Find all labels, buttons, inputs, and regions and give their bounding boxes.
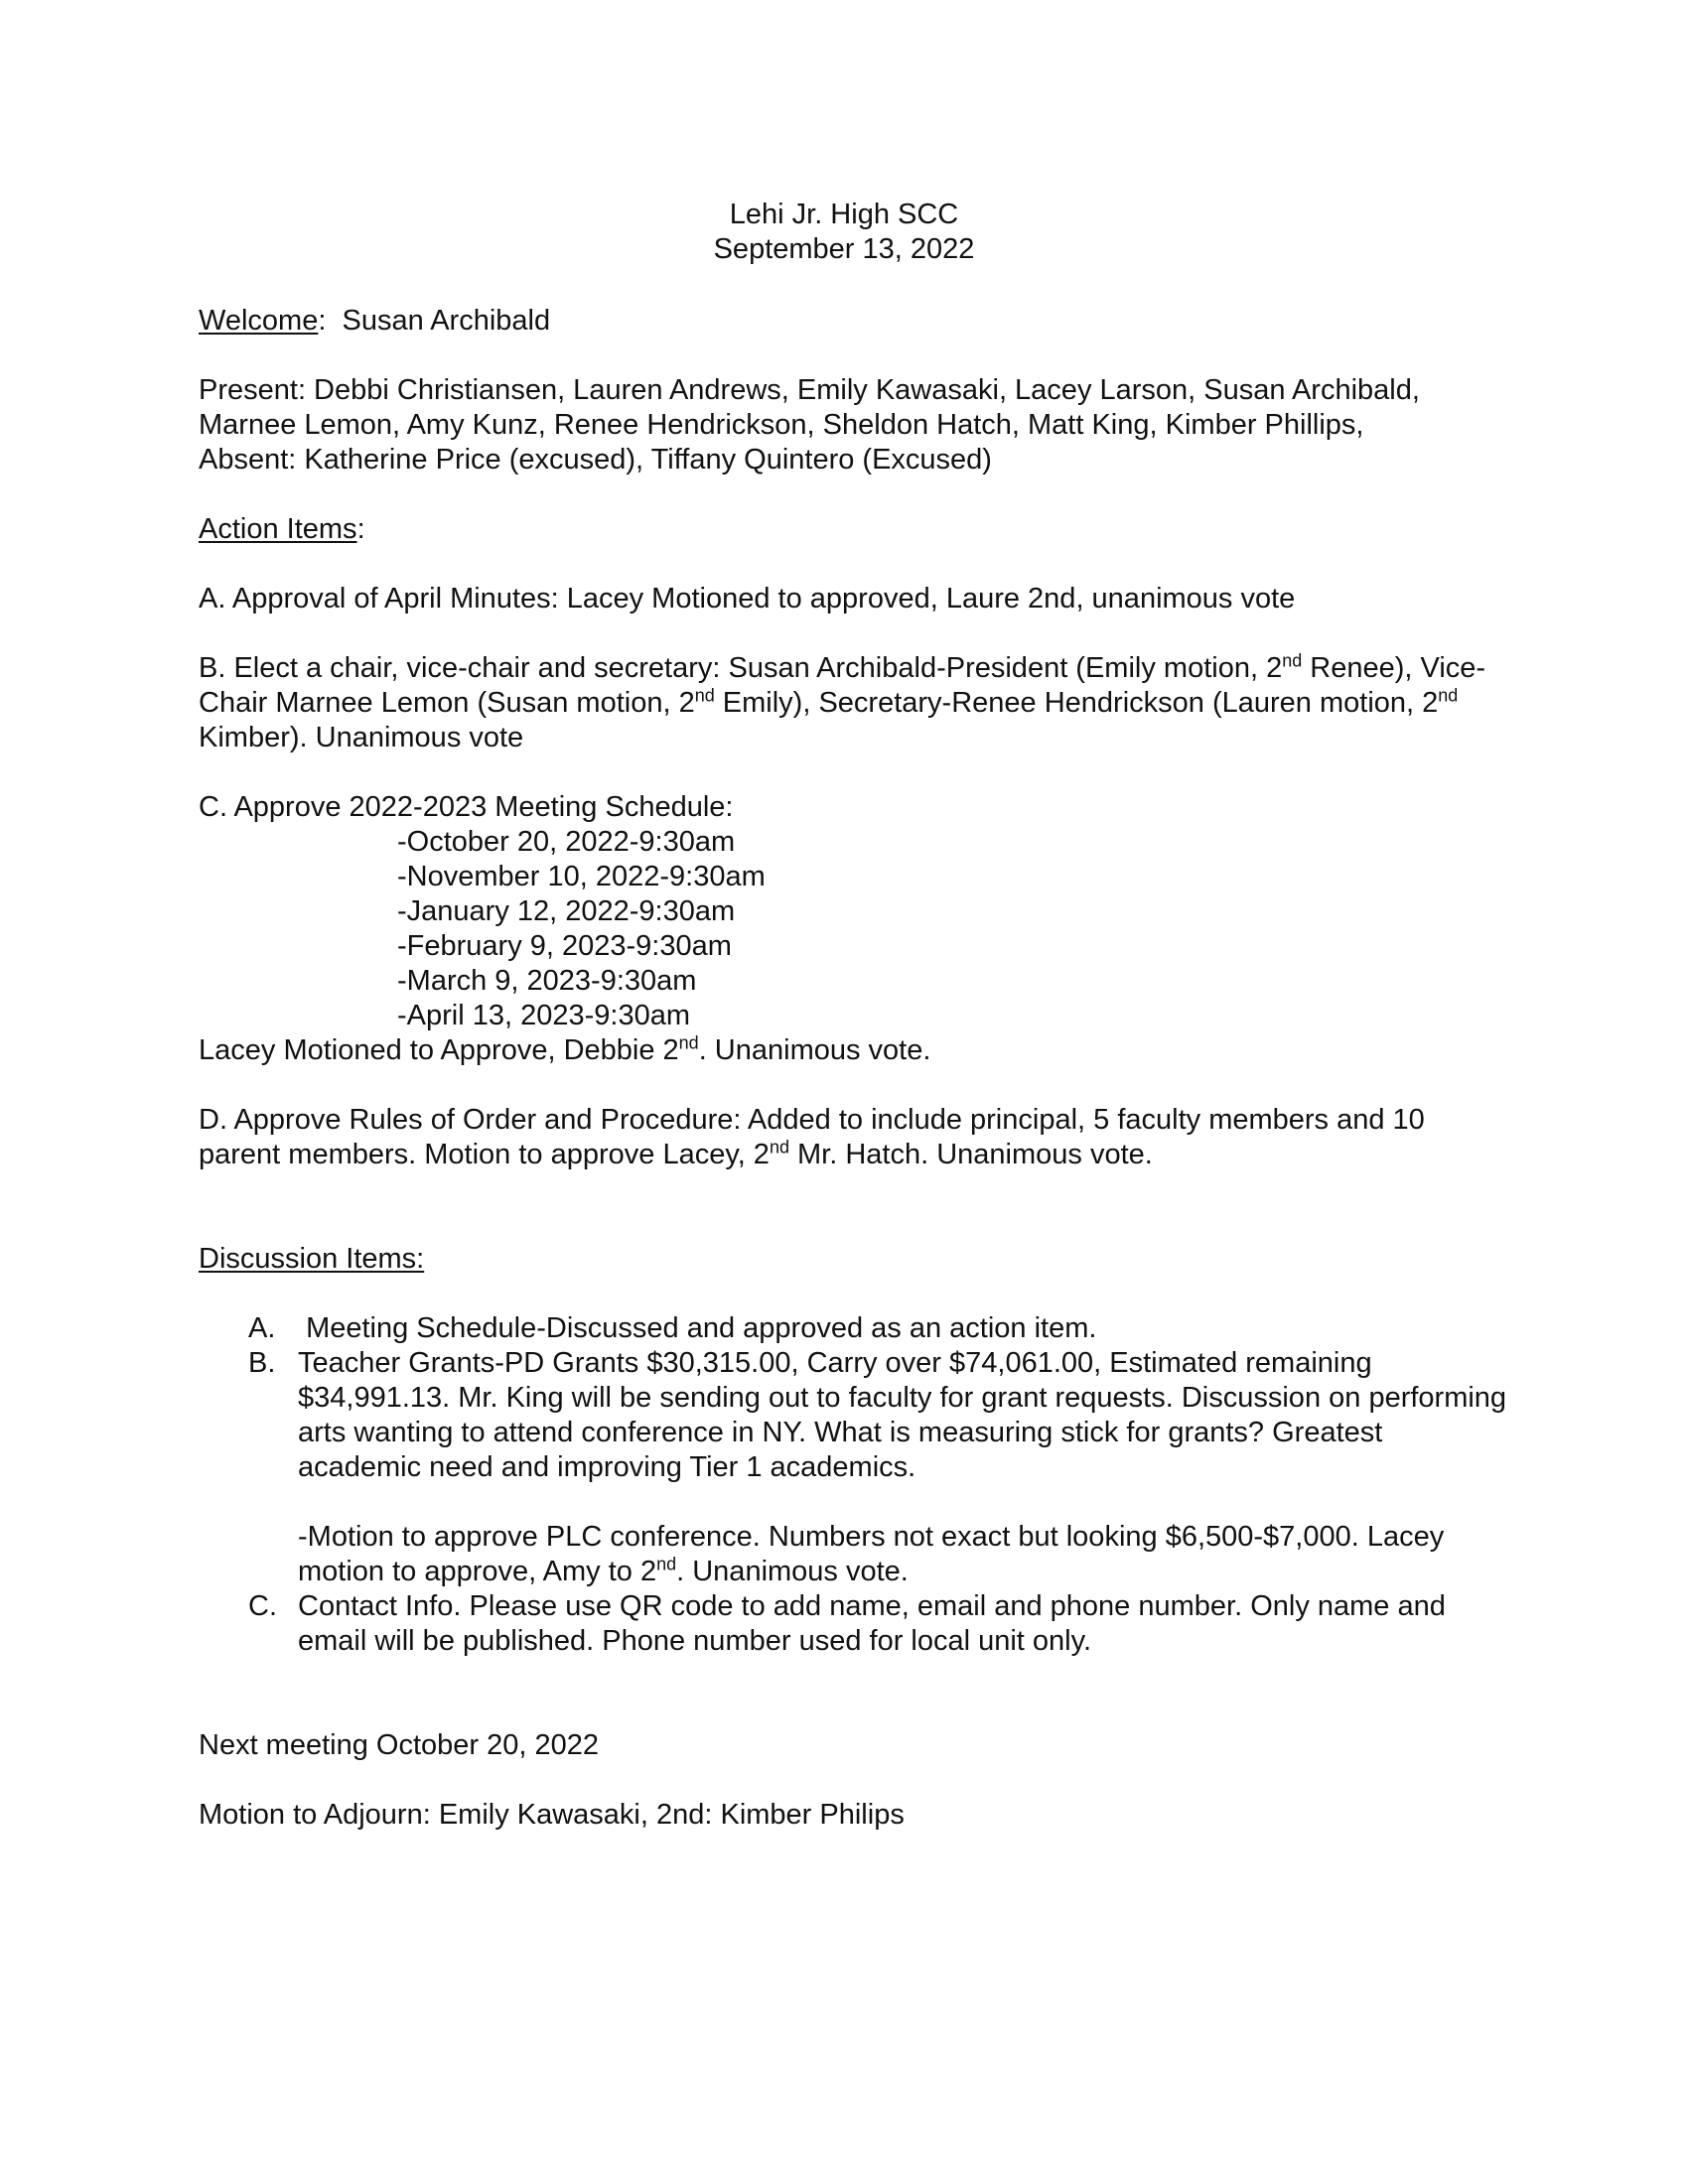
meeting-date: September 13, 2022 <box>713 233 975 265</box>
action-item-c-motion-text-2: . Unanimous vote. <box>698 1034 931 1066</box>
welcome-line <box>199 304 1509 339</box>
adjourn-motion: Motion to Adjourn: Emily Kawasaki, 2nd: Kimber Philips <box>199 1799 905 1831</box>
discussion-item-c-text: Contact Info. Please use QR code to add name, email and phone number. Only name and email will be published. Phone number used for local unit only. <box>298 1590 1446 1657</box>
action-item-d <box>199 1103 1509 1172</box>
schedule-date: -January 12, 2022-9:30am <box>397 895 736 927</box>
schedule-date: -February 9, 2023-9:30am <box>397 930 732 962</box>
action-items-heading-colon: : <box>356 513 365 545</box>
discussion-item-b <box>199 1346 1509 1589</box>
discussion-item-c <box>199 1589 1509 1659</box>
discussion-items-list <box>199 1311 1509 1659</box>
action-item-d-text-1: D. Approve Rules of Order and Procedure: Added to include principal, 5 faculty members and 10 parent members. Motion to approve Lacey, 2 <box>199 1104 1425 1170</box>
discussion-item-a <box>199 1311 1509 1346</box>
schedule-date: -October 20, 2022-9:30am <box>397 826 736 858</box>
action-item-c-motion-text-1: Lacey Motioned to Approve, Debbie 2 <box>199 1034 679 1066</box>
action-item-b-text-2: Renee), Vice-Chair Marnee Lemon (Susan motion, 2 <box>199 652 1486 719</box>
action-item-c-intro: C. Approve 2022-2023 Meeting Schedule: <box>199 791 734 823</box>
action-items-heading <box>199 512 1509 547</box>
ordinal-superscript: nd <box>1282 650 1303 671</box>
ordinal-superscript: nd <box>1438 685 1459 706</box>
welcome-label: Welcome <box>199 305 319 337</box>
schedule-date: -November 10, 2022-9:30am <box>397 861 766 892</box>
action-item-b-text-3: Emily), Secretary-Renee Hendrickson (Lauren motion, 2 <box>714 687 1439 719</box>
action-item-d-text-2: Mr. Hatch. Unanimous vote. <box>788 1139 1153 1170</box>
schedule-date: -April 13, 2023-9:30am <box>397 1000 690 1031</box>
list-marker: B. <box>248 1347 276 1379</box>
discussion-item-b-text: Teacher Grants-PD Grants $30,315.00, Carry over $74,061.00, Estimated remaining $34,991.13. Mr. King will be sending out to faculty for grant requests. Discussion on performing arts wanting to attend conference in NY. What is measuring stick for grants? Greatest academic need and improving Tier 1 academics. <box>298 1347 1507 1483</box>
document-body <box>199 304 1509 1833</box>
welcome-name: Susan Archibald <box>342 305 551 337</box>
discussion-items-heading <box>199 1242 1509 1277</box>
ordinal-superscript: nd <box>656 1554 677 1574</box>
document-header <box>0 198 1688 267</box>
schedule-date: -March 9, 2023-9:30am <box>397 965 697 997</box>
discussion-item-b-motion-text-2: . Unanimous vote. <box>676 1556 909 1587</box>
attendance-present: Present: Debbi Christiansen, Lauren Andrews, Emily Kawasaki, Lacey Larson, Susan Archibald, Marnee Lemon, Amy Kunz, Renee Hendrickson, Sheldon Hatch, Matt King, Kimber Phillips, <box>199 374 1420 441</box>
ordinal-superscript: nd <box>769 1137 789 1158</box>
action-item-b <box>199 651 1509 755</box>
action-item-a: A. Approval of April Minutes: Lacey Motioned to approved, Laure 2nd, unanimous vote <box>199 583 1296 614</box>
action-item-c-motion <box>199 1033 1509 1068</box>
document-title: Lehi Jr. High SCC <box>729 199 959 230</box>
discussion-item-b-motion <box>298 1520 1509 1589</box>
welcome-colon: : <box>318 305 343 337</box>
ordinal-superscript: nd <box>678 1032 699 1053</box>
list-marker: A. <box>248 1312 276 1344</box>
discussion-items-heading-text: Discussion Items: <box>199 1243 425 1275</box>
action-item-b-text-4: Kimber). Unanimous vote <box>199 722 524 753</box>
discussion-item-b-motion-text-1: -Motion to approve PLC conference. Numbers not exact but looking $6,500-$7,000. Lacey motion to approve, Amy to 2 <box>298 1521 1445 1587</box>
next-meeting: Next meeting October 20, 2022 <box>199 1729 600 1761</box>
list-marker: C. <box>248 1590 277 1622</box>
attendance-absent: Absent: Katherine Price (excused), Tiffany Quintero (Excused) <box>199 444 992 476</box>
action-items-heading-text: Action Items <box>199 513 357 545</box>
ordinal-superscript: nd <box>694 685 715 706</box>
action-item-b-text-1: B. Elect a chair, vice-chair and secretary: Susan Archibald-President (Emily motion, 2 <box>199 652 1283 684</box>
discussion-item-a-text: Meeting Schedule-Discussed and approved as an action item. <box>298 1312 1097 1344</box>
meeting-schedule-list <box>199 825 1509 1033</box>
